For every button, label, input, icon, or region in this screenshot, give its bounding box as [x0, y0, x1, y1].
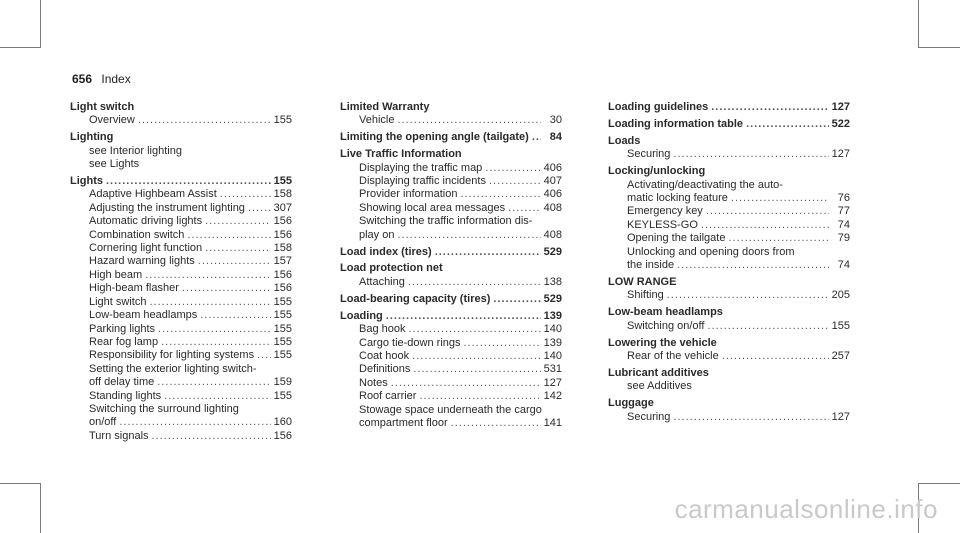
index-heading: [340, 101, 562, 114]
sub-entry: [608, 148, 850, 161]
sub-entry: [70, 376, 292, 389]
sub-entry-text: KEYLESS-GO: [627, 218, 698, 231]
sub-entry: [340, 162, 562, 175]
sub-entry-text: Definitions: [359, 363, 411, 376]
index-column-2: [340, 101, 562, 434]
page-ref[interactable]: 406: [543, 188, 562, 201]
page-ref[interactable]: 142: [543, 390, 562, 403]
page-ref[interactable]: 155: [273, 309, 292, 322]
sub-entry-text: Standing lights: [89, 389, 162, 402]
page-ref[interactable]: 159: [273, 376, 292, 389]
dot-leader: [152, 430, 271, 443]
crop-mark: [918, 47, 960, 48]
dot-leader: [746, 118, 829, 131]
sub-entry-text: Opening the tailgate: [627, 232, 726, 245]
page-ref[interactable]: 257: [831, 349, 850, 362]
page-ref[interactable]: 30: [549, 114, 562, 127]
page-ref[interactable]: 155: [273, 335, 292, 348]
sub-entry-text: Cargo tie-down rings: [359, 336, 461, 349]
page-number: 656: [72, 72, 93, 86]
sub-entry-text: Turn signals: [89, 429, 149, 442]
index-heading: [340, 293, 562, 306]
index-heading: [608, 101, 850, 114]
sub-entry-text: Notes: [359, 376, 388, 389]
page-ref[interactable]: 139: [543, 336, 562, 349]
sub-entry: [70, 188, 292, 201]
heading-text: Load-bearing capacity (tires): [340, 292, 491, 305]
sub-entry-text: Displaying traffic incidents: [359, 175, 486, 188]
index-entry: [70, 175, 292, 443]
index-entry: [340, 310, 562, 431]
heading-text: Loads: [608, 134, 641, 147]
dot-leader: [711, 101, 828, 114]
page-ref[interactable]: 141: [543, 416, 562, 429]
page-ref[interactable]: 127: [831, 148, 850, 161]
dot-leader: [408, 323, 540, 336]
sub-entry-text: Emergency key: [627, 205, 703, 218]
sub-entry: [340, 417, 562, 430]
sub-entry: [70, 336, 292, 349]
index-heading: [608, 367, 850, 380]
index-entry: [340, 101, 562, 128]
page-ref[interactable]: 155: [273, 175, 292, 188]
sub-entry-text: Rear fog lamp: [89, 335, 159, 348]
page-ref[interactable]: 84: [549, 131, 562, 144]
heading-text: Load index (tires): [340, 245, 432, 258]
page-ref[interactable]: 140: [543, 349, 562, 362]
index-heading: [340, 310, 562, 323]
page-ref[interactable]: 155: [273, 114, 292, 127]
dot-leader: [731, 192, 829, 205]
sub-entry: [608, 192, 850, 205]
dot-leader: [205, 215, 271, 228]
sub-entry: [340, 337, 562, 350]
dot-leader: [145, 269, 270, 282]
dot-leader: [397, 229, 540, 242]
sub-entry-text: Light switch: [89, 295, 147, 308]
page-ref[interactable]: 529: [543, 292, 562, 305]
crop-mark: [918, 0, 919, 48]
dot-leader: [673, 411, 828, 424]
sub-entry-text: off delay time: [89, 376, 155, 389]
index-entry: [340, 262, 562, 289]
sub-entry: [340, 202, 562, 215]
heading-text: Limited Warranty: [340, 101, 430, 113]
page-ref[interactable]: 156: [273, 268, 292, 281]
page-ref[interactable]: 156: [273, 228, 292, 241]
sub-entry: [340, 390, 562, 403]
sub-entry-text: the inside: [627, 258, 675, 271]
sub-entry: [340, 276, 562, 289]
page-ref[interactable]: 406: [543, 161, 562, 174]
sub-entry: [70, 390, 292, 403]
sub-entry-text: High-beam flasher: [89, 282, 179, 295]
index-entry: [608, 306, 850, 333]
page-ref[interactable]: 155: [273, 349, 292, 362]
sub-entry: [340, 363, 562, 376]
dot-leader: [728, 232, 829, 245]
page-ref[interactable]: 522: [831, 117, 850, 130]
index-heading: [608, 276, 850, 289]
sub-entry: [608, 259, 850, 272]
index-entry: [608, 118, 850, 131]
sub-entry: [70, 416, 292, 429]
sub-entry: [70, 296, 292, 309]
heading-text: Low-beam headlamps: [608, 306, 723, 319]
sub-entry-text: Low-beam headlamps: [89, 309, 198, 322]
sub-entry-text: play on: [359, 228, 395, 241]
sub-entry-text: Cornering light function: [89, 242, 203, 255]
dot-leader: [158, 323, 271, 336]
sub-entry-text: Switching the traffic information dis-: [359, 215, 533, 228]
page-ref[interactable]: 158: [273, 242, 292, 255]
dot-leader: [161, 336, 271, 349]
sub-entry: [340, 229, 562, 242]
page-ref[interactable]: 408: [543, 201, 562, 214]
page-ref[interactable]: 205: [831, 289, 850, 302]
page-ref[interactable]: 156: [273, 282, 292, 295]
index-heading: [340, 148, 562, 161]
heading-text: Limiting the opening angle (tailgate): [340, 131, 529, 144]
page-ref[interactable]: 139: [543, 309, 562, 322]
sub-entry: [608, 205, 850, 218]
page-ref[interactable]: 127: [831, 101, 850, 113]
sub-entry: [340, 377, 562, 390]
dot-leader: [701, 219, 829, 232]
sub-entry: [70, 215, 292, 228]
index-entry: [340, 131, 562, 144]
sub-entry-text: Coat hook: [359, 349, 410, 362]
sub-entry-text: Bag hook: [359, 323, 406, 336]
sub-entry-text: Rear of the vehicle: [627, 349, 719, 362]
dot-leader: [673, 148, 828, 161]
dot-leader: [119, 416, 270, 429]
sub-entry: [70, 114, 292, 127]
page-ref[interactable]: 155: [273, 295, 292, 308]
page-ref[interactable]: 156: [273, 429, 292, 442]
index-entry: [608, 337, 850, 364]
sub-entry: [340, 350, 562, 363]
sub-entry-text: matic locking feature: [627, 191, 728, 204]
sub-entry: [70, 255, 292, 268]
crop-mark: [40, 483, 41, 533]
index-column-1: [70, 101, 292, 447]
dot-leader: [722, 350, 829, 363]
dot-leader: [257, 349, 271, 362]
sub-entry-text: Shifting: [627, 289, 664, 302]
page-ref[interactable]: 407: [543, 175, 562, 188]
sub-entry-text: Setting the exterior lighting switch-: [89, 362, 257, 375]
sub-entry-text: High beam: [89, 268, 143, 281]
index-entry: [608, 165, 850, 272]
dot-leader: [667, 289, 829, 302]
index-heading: [608, 165, 850, 178]
sub-entry-text: Adaptive Highbeam Assist: [89, 188, 217, 201]
heading-text: Locking/unlocking: [608, 165, 706, 178]
dot-leader: [200, 309, 270, 322]
index-entry: [608, 101, 850, 114]
sub-entry-text: Provider information: [359, 188, 458, 201]
heading-text: Lowering the vehicle: [608, 336, 717, 349]
sub-entry: [70, 269, 292, 282]
heading-text: Loading information table: [608, 117, 744, 130]
index-entry: [340, 148, 562, 242]
sub-entry-text: Switching the surround lighting: [89, 402, 239, 415]
sub-entry: [70, 282, 292, 295]
page-ref[interactable]: 74: [837, 258, 850, 271]
sub-entry-text: on/off: [89, 416, 117, 429]
sub-entry: [608, 219, 850, 232]
sub-entry-text: Showing local area messages: [359, 201, 506, 214]
index-entry: [608, 276, 850, 303]
sub-entry-text: Displaying the traffic map: [359, 161, 483, 174]
dot-leader: [451, 417, 541, 430]
dot-leader: [386, 310, 541, 323]
page-ref[interactable]: 140: [543, 323, 562, 336]
sub-entry: [70, 309, 292, 322]
crop-mark: [0, 483, 40, 484]
sub-entry-text: Switching on/off: [627, 319, 705, 332]
heading-text: Loading guidelines: [608, 101, 709, 113]
heading-text: LOW RANGE: [608, 275, 677, 288]
index-entry: [70, 131, 292, 171]
cross-reference[interactable]: see Additives: [627, 380, 692, 393]
sub-entry-text: Responsibility for lighting systems: [89, 349, 255, 362]
page-ref[interactable]: 158: [273, 188, 292, 201]
page-ref[interactable]: 531: [543, 363, 562, 376]
heading-text: Lights: [70, 175, 103, 188]
heading-text: Live Traffic Information: [340, 148, 462, 161]
section-title: Index: [101, 72, 131, 86]
page-ref[interactable]: 155: [273, 322, 292, 335]
dot-leader: [489, 175, 541, 188]
sub-entry-text: Securing: [627, 410, 671, 423]
sub-entry-text: Adjusting the instrument lighting: [89, 201, 245, 214]
sub-entry: [70, 229, 292, 242]
page-ref[interactable]: 79: [837, 232, 850, 245]
sub-entry-text: Automatic driving lights: [89, 215, 203, 228]
page-header: [72, 72, 131, 86]
heading-text: Luggage: [608, 397, 654, 410]
page-ref[interactable]: 138: [543, 275, 562, 288]
dot-leader: [397, 114, 541, 127]
page-ref[interactable]: 157: [273, 255, 292, 268]
sub-entry-text: Hazard warning lights: [89, 255, 195, 268]
cross-reference[interactable]: see Lights: [89, 158, 140, 171]
sub-entry-text: Parking lights: [89, 322, 156, 335]
page-ref[interactable]: 127: [831, 410, 850, 423]
index-heading: [608, 118, 850, 131]
page-ref[interactable]: 156: [273, 215, 292, 228]
index-heading: [70, 131, 292, 144]
dot-leader: [149, 296, 270, 309]
dot-leader: [248, 202, 271, 215]
sub-entry-text: Securing: [627, 148, 671, 161]
index-heading: [608, 135, 850, 148]
crop-mark: [0, 47, 40, 48]
dot-leader: [198, 255, 271, 268]
heading-text: Load protection net: [340, 262, 443, 275]
dot-leader: [408, 276, 541, 289]
sub-entry: [608, 350, 850, 363]
sub-entry-text: Vehicle: [359, 114, 395, 127]
index-heading: [70, 101, 292, 114]
sub-entry: [70, 430, 292, 443]
dot-leader: [413, 363, 540, 376]
sub-entry: [70, 349, 292, 362]
sub-entry-text: Attaching: [359, 275, 405, 288]
index-heading: [608, 337, 850, 350]
dot-leader: [106, 175, 271, 188]
sub-entry: [340, 323, 562, 336]
index-heading: [340, 246, 562, 259]
page-ref[interactable]: 155: [831, 319, 850, 332]
sub-entry: [608, 232, 850, 245]
sub-entry-text: Roof carrier: [359, 390, 417, 403]
sub-entry: [608, 320, 850, 333]
dot-leader: [391, 377, 541, 390]
page-ref[interactable]: 529: [543, 245, 562, 258]
sub-entry-text: Overview: [89, 114, 135, 127]
index-heading: [340, 262, 562, 275]
index-heading: [608, 306, 850, 319]
sub-entry: [608, 289, 850, 302]
index-entry: [340, 293, 562, 306]
dot-leader: [205, 242, 271, 255]
dot-leader: [706, 205, 829, 218]
heading-text: Lubricant additives: [608, 366, 709, 379]
dot-leader: [493, 293, 540, 306]
sub-entry-text: Stowage space underneath the cargo: [359, 403, 542, 416]
sub-entry-text: Unlocking and opening doors from: [627, 245, 795, 258]
dot-leader: [187, 229, 270, 242]
sub-entry: [340, 188, 562, 201]
sub-entry: [70, 323, 292, 336]
heading-text: Lighting: [70, 131, 114, 144]
dot-leader: [157, 376, 270, 389]
page-ref[interactable]: 155: [273, 389, 292, 402]
dot-leader: [164, 390, 270, 403]
page-ref[interactable]: 160: [273, 416, 292, 429]
heading-text: Loading: [340, 309, 383, 322]
dot-leader: [508, 202, 541, 215]
dot-leader: [707, 320, 828, 333]
page-ref[interactable]: 74: [837, 218, 850, 231]
sub-entry: [340, 175, 562, 188]
sub-entry-text: Activating/deactivating the auto-: [627, 178, 783, 191]
sub-entry: [70, 202, 292, 215]
dot-leader: [435, 246, 541, 259]
index-entry: [608, 367, 850, 394]
index-entry: [340, 246, 562, 259]
dot-leader: [220, 188, 271, 201]
dot-leader: [485, 162, 540, 175]
sub-entry: [608, 411, 850, 424]
watermark: carmanualsonline.info: [674, 494, 938, 524]
crop-mark: [40, 0, 41, 48]
index-heading: [340, 131, 562, 144]
dot-leader: [419, 390, 540, 403]
page-ref[interactable]: 76: [837, 191, 850, 204]
heading-text: Light switch: [70, 101, 135, 113]
dot-leader: [138, 114, 271, 127]
index-entry: [608, 135, 850, 162]
dot-leader: [464, 337, 541, 350]
page-ref[interactable]: 77: [837, 205, 850, 218]
index-heading: [70, 175, 292, 188]
crop-mark: [918, 483, 960, 484]
index-column-3: [608, 101, 850, 427]
index-entry: [608, 397, 850, 424]
dot-leader: [412, 350, 540, 363]
page-ref[interactable]: 127: [543, 376, 562, 389]
page-ref[interactable]: 307: [273, 201, 292, 214]
cross-reference[interactable]: see Interior lighting: [89, 144, 182, 157]
sub-entry-text: compartment floor: [359, 416, 448, 429]
page-ref[interactable]: 408: [543, 228, 562, 241]
dot-leader: [182, 282, 271, 295]
dot-leader: [460, 188, 540, 201]
sub-entry: [340, 114, 562, 127]
dot-leader: [532, 131, 541, 144]
index-heading: [608, 397, 850, 410]
sub-entry-text: Combination switch: [89, 228, 185, 241]
sub-entry: [70, 242, 292, 255]
dot-leader: [677, 259, 829, 272]
index-entry: [70, 101, 292, 128]
